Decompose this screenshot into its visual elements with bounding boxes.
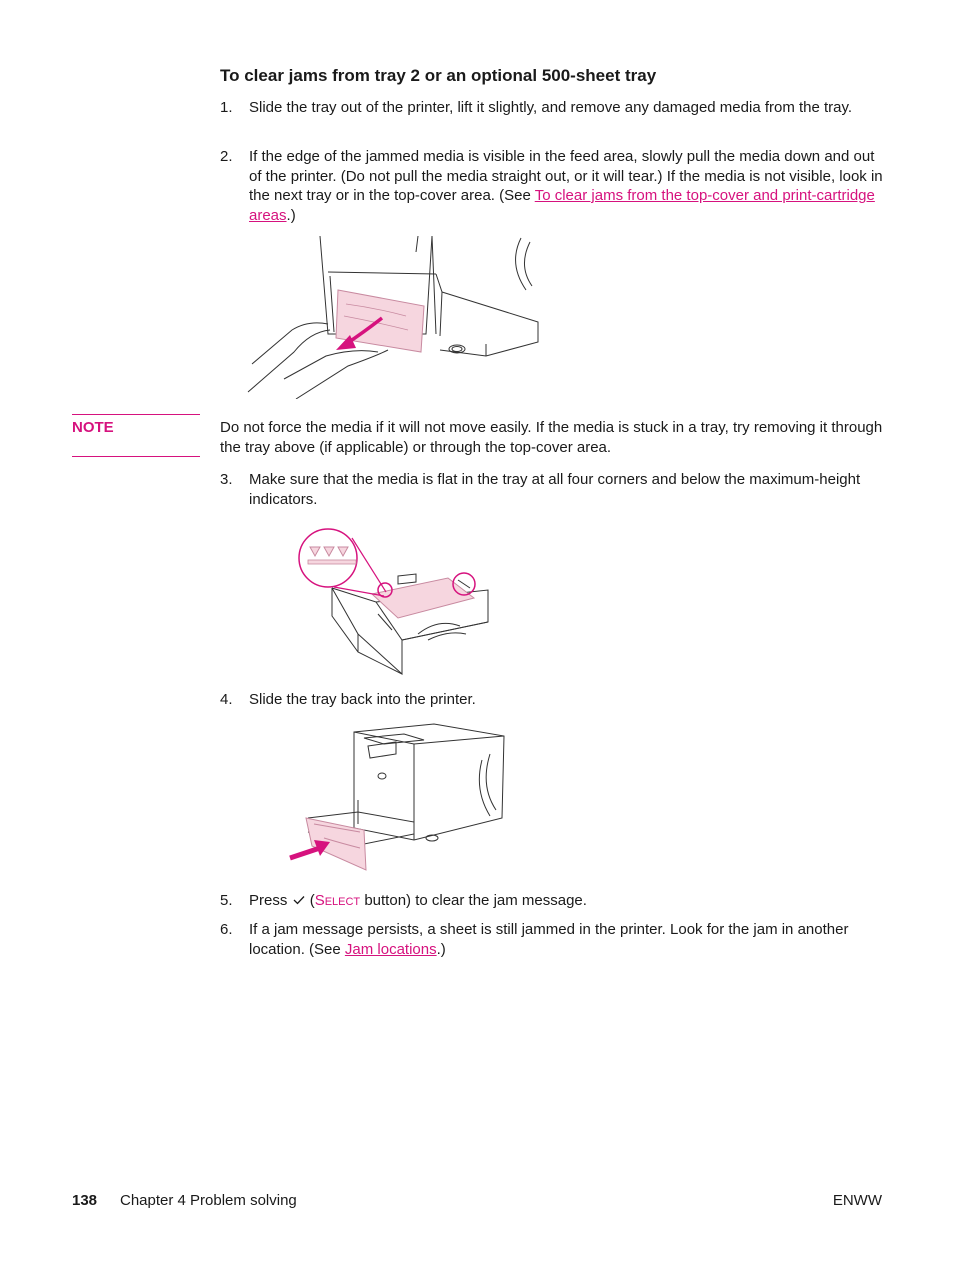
- link-top-cover-jams[interactable]: To clear jams from the top-cover and print-cartridge areas: [249, 187, 875, 224]
- note-rule-top: [72, 414, 200, 415]
- step-text: Make sure that the media is flat in the tray at all four corners and below the maximum-height indicators.: [249, 471, 861, 508]
- step-number: 1.: [220, 99, 233, 116]
- push-arrow: [290, 848, 320, 858]
- page-number: 138: [72, 1192, 98, 1209]
- magnifier-circle: [299, 529, 357, 587]
- step-6: [220, 920, 885, 959]
- step-4: [220, 690, 885, 710]
- check-icon: [292, 894, 306, 906]
- footer-right: ENWW: [832, 1192, 882, 1209]
- tray-front-pink: [306, 818, 366, 870]
- figure-tray-height-indicators: [298, 522, 498, 678]
- select-button-label: Select: [314, 892, 361, 909]
- step-5: [220, 891, 885, 911]
- step-number: 3.: [220, 471, 233, 488]
- step-text: Slide the tray out of the printer, lift it slightly, and remove any damaged media from the tray.: [249, 99, 853, 116]
- figure-pull-jammed-media: [246, 234, 546, 399]
- step-number: 6.: [220, 921, 233, 938]
- step-text: Slide the tray back into the printer.: [249, 691, 476, 708]
- section-heading: To clear jams from tray 2 or an optional 500-sheet tray: [220, 66, 657, 85]
- step-number: 2.: [220, 148, 233, 165]
- step-1: [220, 98, 885, 118]
- link-jam-locations[interactable]: Jam locations: [344, 940, 437, 958]
- note-text: Do not force the media if it will not move easily. If the media is stuck in a tray, try removing it through the tray above (if applicable) or through the top-cover area.: [220, 419, 883, 456]
- step-text: Press (Select button) to clear the jam message.: [249, 892, 587, 909]
- step-number: 5.: [220, 892, 233, 909]
- note-rule-bottom: [72, 456, 200, 457]
- step-number: 4.: [220, 691, 233, 708]
- figure-insert-tray: [284, 720, 508, 878]
- footer-chapter: Chapter 4 Problem solving: [120, 1192, 297, 1209]
- note-label: NOTE: [72, 419, 114, 436]
- step-text: If the edge of the jammed media is visible in the feed area, slowly pull the media down and out of the printer. (Do not pull the media straight out, or it will tear.) If the media is not visible, look in the next tray or in the top-cover area. (See To clear jams from the top-cover and print-cartridge areas.): [249, 148, 883, 224]
- step-text: If a jam message persists, a sheet is still jammed in the printer. Look for the jam in another location. (See Jam locations.): [249, 921, 849, 958]
- step-2: [220, 147, 885, 225]
- step-3: [220, 470, 885, 509]
- height-indicator-triangles: [310, 547, 348, 556]
